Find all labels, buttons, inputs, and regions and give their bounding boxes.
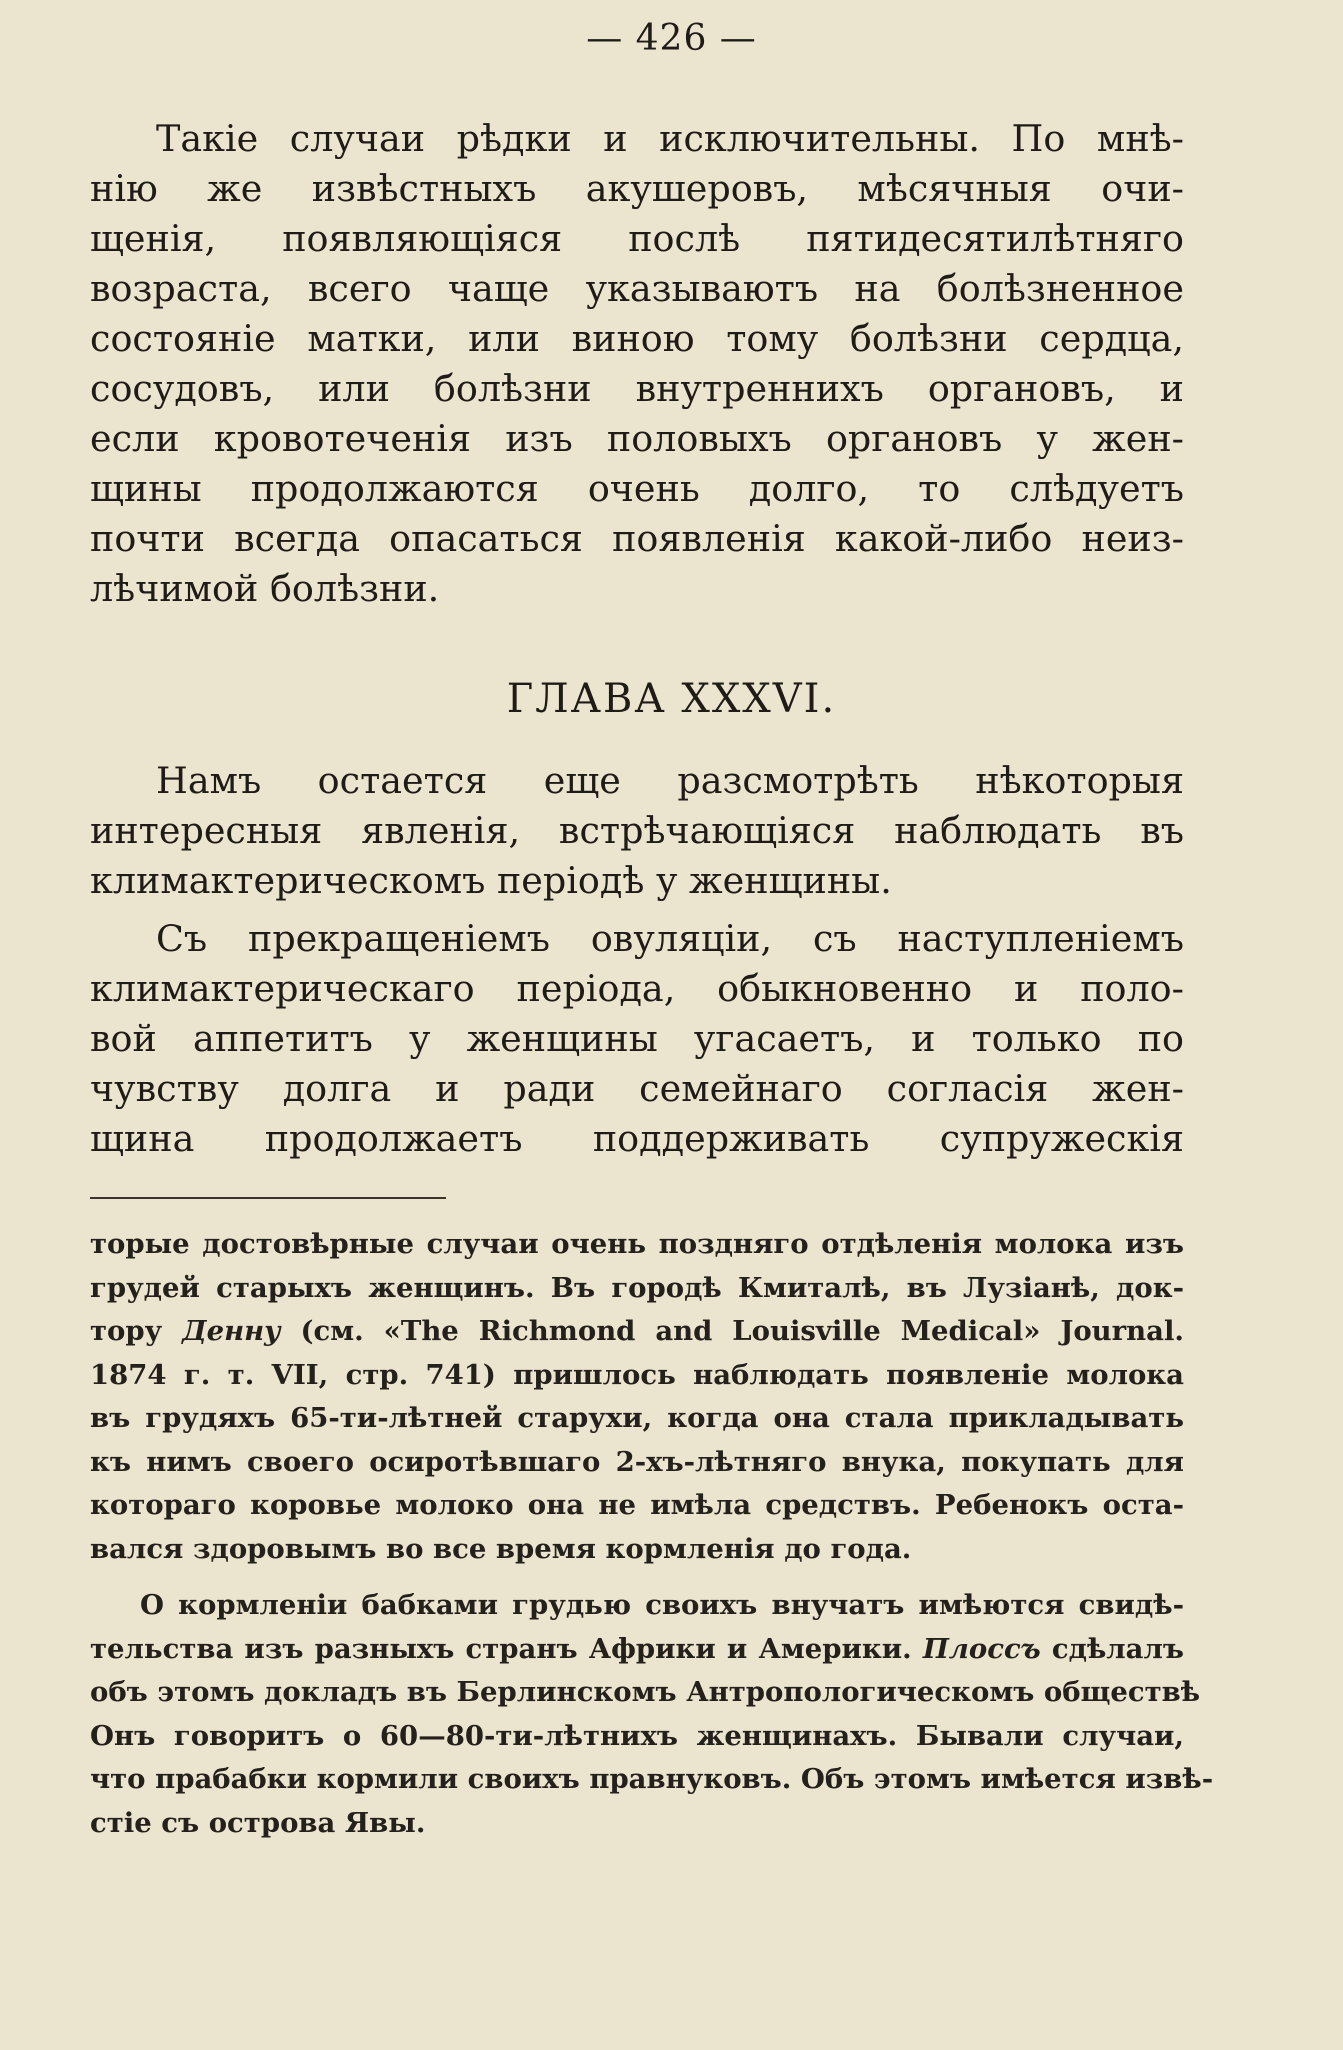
author-name: Плоссъ (922, 1632, 1041, 1665)
footnote-line: грудей старыхъ женщинъ. Въ городѣ Кмиталѣ, въ Лузіанѣ, док- (90, 1271, 1184, 1304)
footnote-line (90, 1310, 1184, 1354)
text-line: щина продолжаетъ поддерживать супружескія (90, 1117, 1184, 1160)
footnote-line: О кормленіи бабками грудью своихъ внучатъ имѣются свидѣ- (140, 1589, 1184, 1621)
paragraph-1 (90, 114, 1184, 614)
text-line: вой аппетитъ у женщины угасаетъ, и только по (90, 1017, 1184, 1060)
footnote-line: вался здоровымъ во все время кормленія до года. (90, 1532, 912, 1565)
footnote-line: что прабабки кормили своихъ правнуковъ. Объ этомъ имѣется извѣ- (90, 1763, 1214, 1795)
footnote-text: тору (90, 1315, 183, 1347)
footnote-text: (см. «The Richmond and Louisville Medical» Journal. (280, 1315, 1184, 1347)
footnote-line: объ этомъ докладъ въ Берлинскомъ Антропологическомъ обществѣ (90, 1676, 1201, 1708)
text-line: состояніе матки, или виною тому болѣзни сердца, (90, 317, 1184, 360)
footnote-line: котораго коровье молоко она не имѣла средствъ. Ребенокъ оста- (90, 1489, 1184, 1521)
text-line: сосудовъ, или болѣзни внутреннихъ органовъ, и (90, 367, 1184, 410)
text-line: чувству долга и ради семейнаго согласія жен- (90, 1067, 1184, 1110)
footnote-line: къ нимъ своего осиротѣвшаго 2-хъ-лѣтняго внука, покупать для (90, 1445, 1184, 1478)
footnote-line: торые достовѣрные случаи очень поздняго отдѣленія молока изъ (90, 1228, 1184, 1260)
text-line: Такіе случаи рѣдки и исключительны. По мнѣ- (156, 117, 1184, 160)
text-line: нію же извѣстныхъ акушеровъ, мѣсячныя очи- (90, 167, 1184, 210)
text-line: Съ прекращеніемъ овуляціи, съ наступленіемъ (156, 917, 1184, 960)
page-number: — 426 — (586, 18, 757, 59)
text-line: климактерическаго періода, обыкновенно и поло- (90, 967, 1184, 1010)
text-line: Намъ остается еще разсмотрѣть нѣкоторыя (156, 759, 1184, 802)
text-line: климактерическомъ періодѣ у женщины. (90, 859, 892, 902)
chapter-heading: ГЛАВА XXXVI. (506, 676, 837, 722)
text-line: интересныя явленія, встрѣчающіяся наблюдать въ (90, 809, 1184, 852)
author-name: Денну (182, 1315, 281, 1347)
text-line: почти всегда опасаться появленія какой-либо неиз- (90, 517, 1184, 560)
footnote-line: стіе съ острова Явы. (90, 1806, 426, 1839)
text-line: щины продолжаются очень долго, то слѣдуетъ (90, 467, 1184, 510)
paragraph-2 (90, 756, 1184, 906)
footnote-line: Онъ говоритъ о 60—80-ти-лѣтнихъ женщинахъ. Бывали случаи, (90, 1719, 1184, 1752)
paragraph-3 (90, 914, 1184, 1164)
footnote-2 (90, 1584, 1214, 1845)
footnote-line: въ грудяхъ 65-ти-лѣтней старухи, когда она стала прикладывать (90, 1402, 1184, 1434)
text-line: щенія, появляющіяся послѣ пятидесятилѣтняго (90, 217, 1184, 260)
text-line: возраста, всего чаще указываютъ на болѣзненное (90, 267, 1184, 310)
footnote-text: тельства изъ разныхъ странъ Африки и Америки. (90, 1632, 923, 1665)
footnote-1 (90, 1223, 1184, 1571)
footnote-line: 1874 г. т. VII, стр. 741) пришлось наблюдать появленіе молока (90, 1358, 1184, 1391)
footnote-divider (90, 1197, 446, 1199)
text-line: если кровотеченія изъ половыхъ органовъ у жен- (90, 417, 1184, 460)
footnote-text: сдѣлалъ (1040, 1632, 1184, 1665)
text-line: лѣчимой болѣзни. (90, 567, 440, 610)
footnote-line (90, 1628, 1184, 1672)
